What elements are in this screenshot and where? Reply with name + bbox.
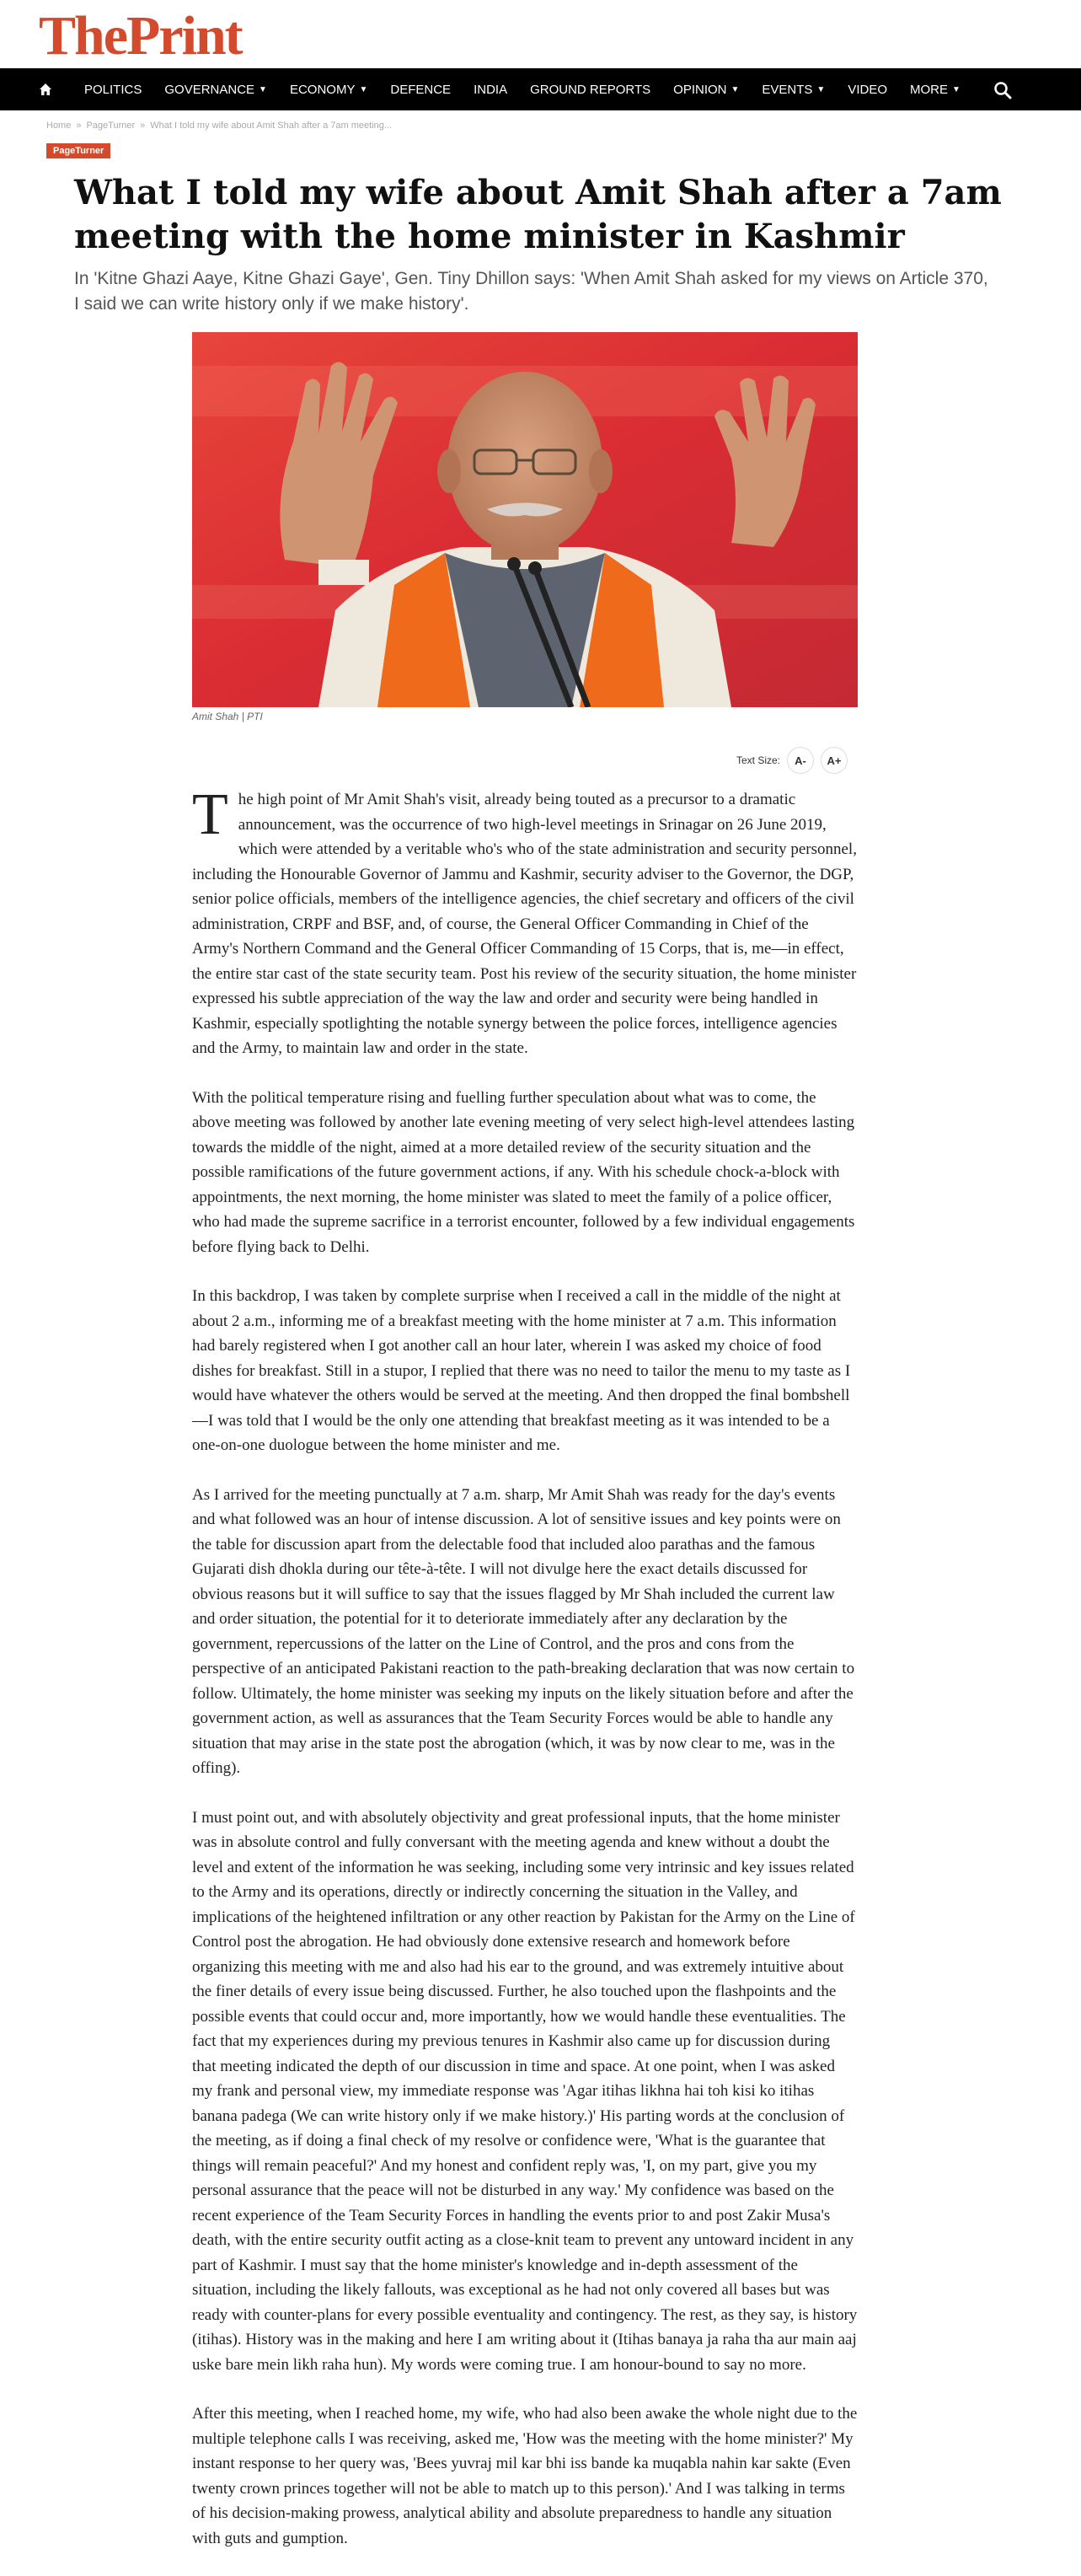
home-icon[interactable] [39, 68, 84, 110]
chevron-down-icon: ▼ [816, 84, 826, 94]
article-paragraph: The high point of Mr Amit Shah's visit, already being touted as a precursor to a dramatic announcement, was the occurrence of two high-level meetings in Srinagar on 26 June 2019, which were attended by a veritable who's who of the state administration and security personnel, including the Honourable Governor of Jammu and Kashmir, security adviser to the Governor, the DGP, senior police officials, members of the intelligence agencies, the chief secretary and officers of the civil administration, CRPF and BSF, and, of course, the General Officer Commanding in Chief of the Army's Northern Command and the General Officer Commanding of 15 Corps, that is, me—in effect, the entire star cast of the state security team. Post his review of the security situation, the home minister expressed his subtle appreciation of the way the law and order and security were being handled in Kashmir, especially spotlighting the notable synergy between the police forces, intelligence agencies and the Army, to maintain law and order in the state. [192, 782, 857, 1057]
article-paragraph: I must point out, and with absolutely objectivity and great professional inputs, that the home minister was in absolute control and fully conversant with the meeting agenda and knew without a doubt the level and extent of the information he was seeking, including some very intrinsic and key issues related to the Army and its operations, directly or indirectly concerning the situation in the Valley, and implications of the heightened infiltration or any other reaction by Pakistan for the Army on the Line of Control post the abrogation. He had obviously done extensive research and homework before organizing this meeting with me and also had his ear to the ground, and was extremely intuitive about the finer details of every issue being discussed. Further, he also touched upon the flashpoints and the possible events that could occur and, more importantly, how we would handle these eventualities. The fact that my experiences during my previous tenures in Kashmir also came up for discussion during that meeting indicated the depth of our discussion in time and space. At one point, when I was asked my frank and personal view, my immediate response was 'Agar itihas likhna hai toh kisi ko itihas banana padega (We can write history only if we make history.)' His parting words at the conclusion of the meeting, as if doing a final check of my resolve or confidence were, 'What is the guarantee that things will remain peaceful?' And my honest and confident reply was, 'I, on my part, give you my personal assurance that the peace will not be disturbed in any way.' My confidence was based on the recent experience of the Team Security Forces in handling the events prior to and post Zakir Musa's death, with the entire security outfit acting as a close-knit team to prevent any untoward incident in any part of Kashmir. I must say that the home minister's knowledge and in-depth assessment of the situation, including the likely fallouts, was exceptional as he had not only covered all bases but was ready with counter-plans for every possible eventuality and contingency. The rest, as they say, is history (itihas). History was in the making and here I am writing about it (Itihas banaya ja raha tha aur main aaj uske bare mein likh raha hun). My words were coming true. I am honour-bound to say no more. [192, 1808, 858, 2374]
nav-item-ground-reports[interactable]: GROUND REPORTS [530, 82, 651, 97]
chevron-down-icon: ▼ [359, 84, 368, 94]
article-paragraph: As I arrived for the meeting punctually at 7 a.m. sharp, Mr Amit Shah was ready for the day's events and what followed was an hour of intense discussion. A lot of sensitive issues and key points were on the table for discussion apart from the delectable food that included aloo parathas and the famous Gujarati dish dhokla during our tête-à-tête. I will not divulge here the exact details discussed for obvious reasons but it will suffice to say that the issues flagged by Mr Shah included the current law and order situation, the potential for it to deteriorate immediately after any declaration by the government, repercussions of the latter on the Line of Control, and the pros and cons from the perspective of an anticipated Pakistani reaction to the path-breaking declaration that was now certain to follow. Ultimately, the home minister was seeking my inputs on the likely situation before and after the government action, as well as assurances that the Team Security Forces would be able to handle any situation that may arise in the state post the abrogation (which, it was by now clear to me, was in the offing). [192, 1485, 855, 1777]
text-size-control [736, 747, 848, 774]
article-paragraph: In this backdrop, I was taken by complete surprise when I received a call in the middle of the night at about 2 a.m., informing me of a breakfast meeting with the home minister at 7 a.m. This information had barely registered when I got another call an hour later, wherein I was asked my choice of food dishes for breakfast. Still in a stupor, I replied that there was no need to tailor the menu to my taste as I would have whatever the others would be served at the meeting. And then dropped the final bombshell—I was told that I would be the only one attending that breakfast meeting as it was intended to be a one-on-one duologue between the home minister and me. [192, 1287, 851, 1454]
nav-item-defence[interactable]: DEFENCE [390, 82, 452, 97]
breadcrumb-home[interactable]: Home [46, 121, 72, 131]
article-subtitle: In 'Kitne Ghazi Aaye, Kitne Ghazi Gaye', Gen. Tiny Dhillon says: 'When Amit Shah asked for my views on Article 370, I said we can write history only if we make history'. [74, 269, 988, 314]
nav-item-economy[interactable]: ECONOMY ▼ [289, 82, 368, 97]
nav-item-more[interactable]: MORE ▼ [910, 82, 961, 97]
main-navigation [0, 68, 1081, 110]
nav-item-governance[interactable]: GOVERNANCE ▼ [164, 82, 267, 97]
category-tag[interactable]: PageTurner [46, 143, 110, 158]
breadcrumb-section[interactable]: PageTurner [86, 121, 136, 131]
chevron-down-icon: ▼ [730, 84, 740, 94]
breadcrumb-separator: » [76, 121, 82, 131]
image-caption: Amit Shah | PTI [192, 711, 263, 722]
article-body [192, 782, 858, 2575]
logo-print: Print [126, 5, 242, 67]
decrease-text-size-button[interactable]: A- [787, 747, 814, 774]
chevron-down-icon: ▼ [259, 84, 267, 94]
drop-cap: T [192, 782, 228, 847]
article-hero-image [192, 332, 858, 707]
chevron-down-icon: ▼ [952, 84, 961, 94]
article-title: What I told my wife about Amit Shah after a 7am meeting with the home minister in Kashmir [74, 173, 1002, 256]
nav-item-opinion[interactable]: OPINION ▼ [673, 82, 740, 97]
article-paragraph: With the political temperature rising and fuelling further speculation about what was to come, the above meeting was followed by another late evening meeting of very select high-level attendees lasting towards the middle of the night, aimed at a more detailed review of the security situation and the possible ramifications of the future government actions, if any. With his schedule chock-a-block with appointments, the next morning, the home minister was slated to meet the family of a police officer, who had made the supreme sacrifice in a terrorist encounter, followed by a few individual engagements before flying back to Delhi. [192, 1088, 855, 1256]
nav-item-politics[interactable]: POLITICS [84, 82, 142, 97]
nav-item-events[interactable]: EVENTS ▼ [762, 82, 826, 97]
nav-item-video[interactable]: VIDEO [848, 82, 888, 97]
breadcrumb [46, 121, 392, 131]
breadcrumb-current: What I told my wife about Amit Shah after a 7am meeting... [150, 121, 393, 131]
site-header [0, 0, 1081, 67]
site-logo[interactable] [39, 5, 242, 67]
nav-item-india[interactable]: INDIA [474, 82, 508, 97]
breadcrumb-separator: » [140, 121, 146, 131]
text-size-label: Text Size: [736, 754, 781, 766]
article-paragraph: After this meeting, when I reached home, my wife, who had also been awake the whole night due to the multiple telephone calls I was receiving, asked me, 'How was the meeting with the home minister?' My instant response to her query was, 'Bees yuvraj mil kar bhi iss bande ka muqabla nahin kar sakte (Even twenty crown princes together will not be able to match up to this person).' And I was talking in terms of his decision-making prowess, analytical ability and absolute preparedness to handle any situation with guts and gumption. [192, 2405, 858, 2547]
search-icon[interactable] [993, 81, 1012, 99]
logo-the: The [39, 5, 127, 67]
increase-text-size-button[interactable]: A+ [821, 747, 848, 774]
